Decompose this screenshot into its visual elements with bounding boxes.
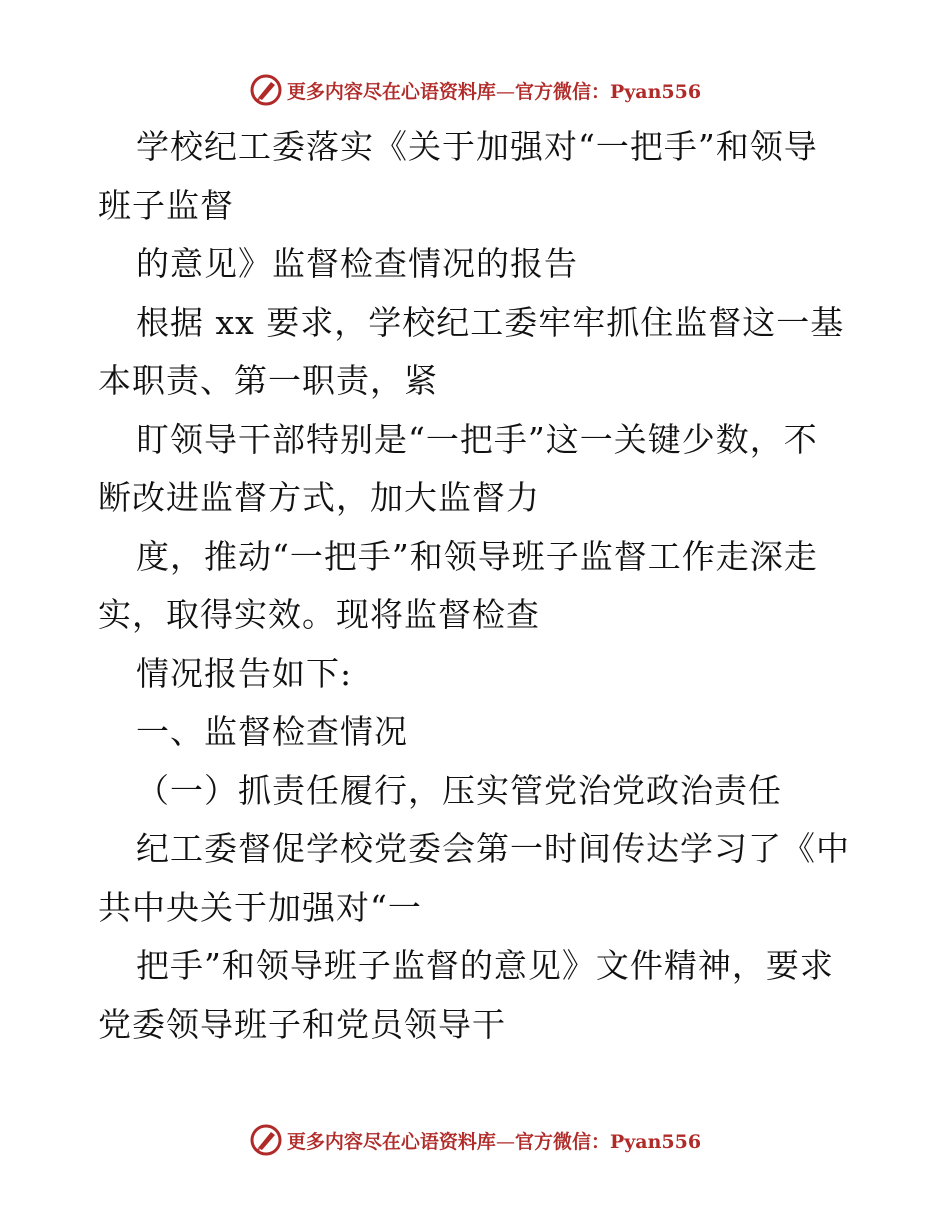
subsection-heading: （一）抓责任履行，压实管党治党政治责任 [136, 770, 782, 810]
body-line: 情况报告如下: [136, 653, 353, 693]
body-line: 实，取得实效。现将监督检查 [98, 595, 540, 634]
body-line: 共中央关于加强对“一 [98, 887, 422, 927]
body-line: 班子监督 [98, 185, 234, 225]
header-banner [0, 70, 950, 110]
body-line: 学校纪工委落实《关于加强对“一把手”和领导 [136, 127, 818, 166]
body-line: 度，推动“一把手”和领导班子监督工作走深走 [136, 536, 818, 576]
body-line: 断改进监督方式，加大监督力 [98, 478, 540, 517]
header-banner-text: 更多内容尽在心语资料库—官方微信：Pyan556 [286, 80, 702, 103]
body-line: 把手”和领导班子监督的意见》文件精神，要求 [136, 946, 834, 985]
body-line: 党委领导班子和党员领导干 [98, 1004, 506, 1044]
body-line: 盯领导干部特别是“一把手”这一关键少数，不 [136, 419, 818, 459]
section-heading: 一、监督检查情况 [136, 712, 408, 751]
pen-logo-icon [249, 73, 283, 107]
pen-logo-icon [249, 1123, 283, 1157]
body-line: 的意见》监督检查情况的报告 [136, 244, 578, 283]
footer-banner [0, 1120, 950, 1160]
body-line: 纪工委督促学校党委会第一时间传达学习了《中 [136, 829, 850, 868]
footer-banner-text: 更多内容尽在心语资料库—官方微信：Pyan556 [286, 1130, 702, 1153]
body-line: 本职责、第一职责，紧 [98, 361, 438, 400]
document-body [98, 118, 858, 1054]
body-line: 根据 xx 要求，学校纪工委牢牢抓住监督这一基 [136, 302, 845, 342]
